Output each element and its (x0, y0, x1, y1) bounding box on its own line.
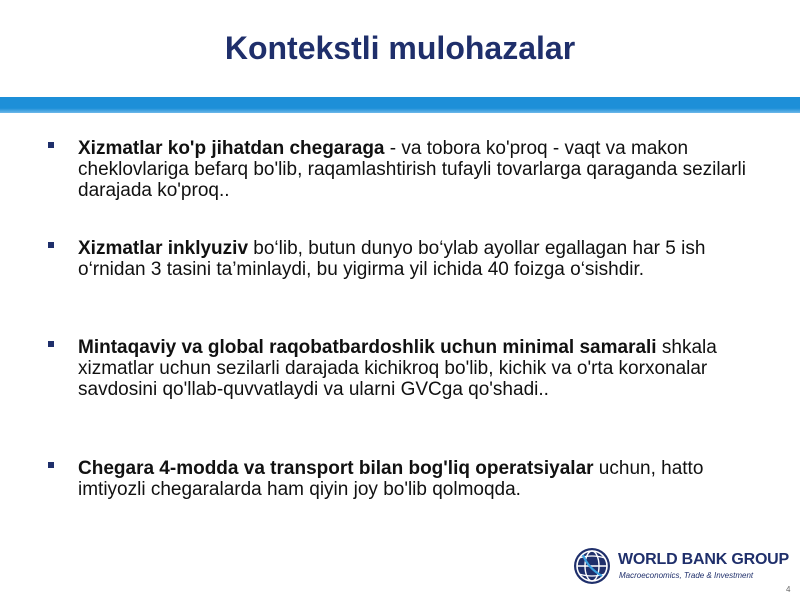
world-bank-logo (572, 546, 790, 588)
bullet-marker-icon (48, 341, 54, 347)
bullet-marker-icon (48, 142, 54, 148)
bullet-text (78, 458, 758, 500)
page-number: 4 (786, 585, 791, 594)
bullet-text (78, 238, 758, 280)
bullet-bold: Chegara 4-modda va transport bilan bog'liq operatsiyalar (78, 458, 594, 479)
globe-icon (572, 546, 612, 586)
bullet-text (78, 138, 758, 201)
bullet-rest: shkala xizmatlar uchun sezilarli darajada kichikroq bo'lib, kichik va o'rta korxonalar savdosini qo'llab-quvvatlaydi va ularni GVCga qo'shadi.. (78, 337, 717, 400)
bullet-bold: Mintaqaviy va global raqobatbardoshlik uchun minimal samarali (78, 337, 657, 358)
logo-subtitle: Macroeconomics, Trade & Investment (619, 571, 754, 580)
bullet-rest: - va tobora ko'proq - vaqt va makon cheklovlariga befarq bo'lib, raqamlashtirish tufayli tovarlarga qaraganda sezilarli darajada ko'proq.. (78, 138, 746, 201)
bullet-marker-icon (48, 242, 54, 248)
bullet-marker-icon (48, 462, 54, 468)
bullet-bold: Xizmatlar ko'p jihatdan chegaraga (78, 138, 385, 159)
slide-title: Kontekstli mulohazalar (224, 30, 576, 66)
bullet-bold: Xizmatlar inklyuziv (78, 238, 249, 259)
header-band (0, 97, 800, 113)
bullet-text (78, 337, 758, 400)
logo-name: WORLD BANK GROUP (618, 551, 790, 568)
bullet-rest: bo‘lib, butun dunyo bo‘ylab ayollar egallagan har 5 ish o‘rnidan 3 tasini ta’minlaydi, bu yigirma yil ichida 40 foizga o‘sishdir. (78, 238, 706, 280)
bullet-rest: uchun, hatto imtiyozli chegaralarda ham qiyin joy bo'lib qolmoqda. (78, 458, 704, 500)
